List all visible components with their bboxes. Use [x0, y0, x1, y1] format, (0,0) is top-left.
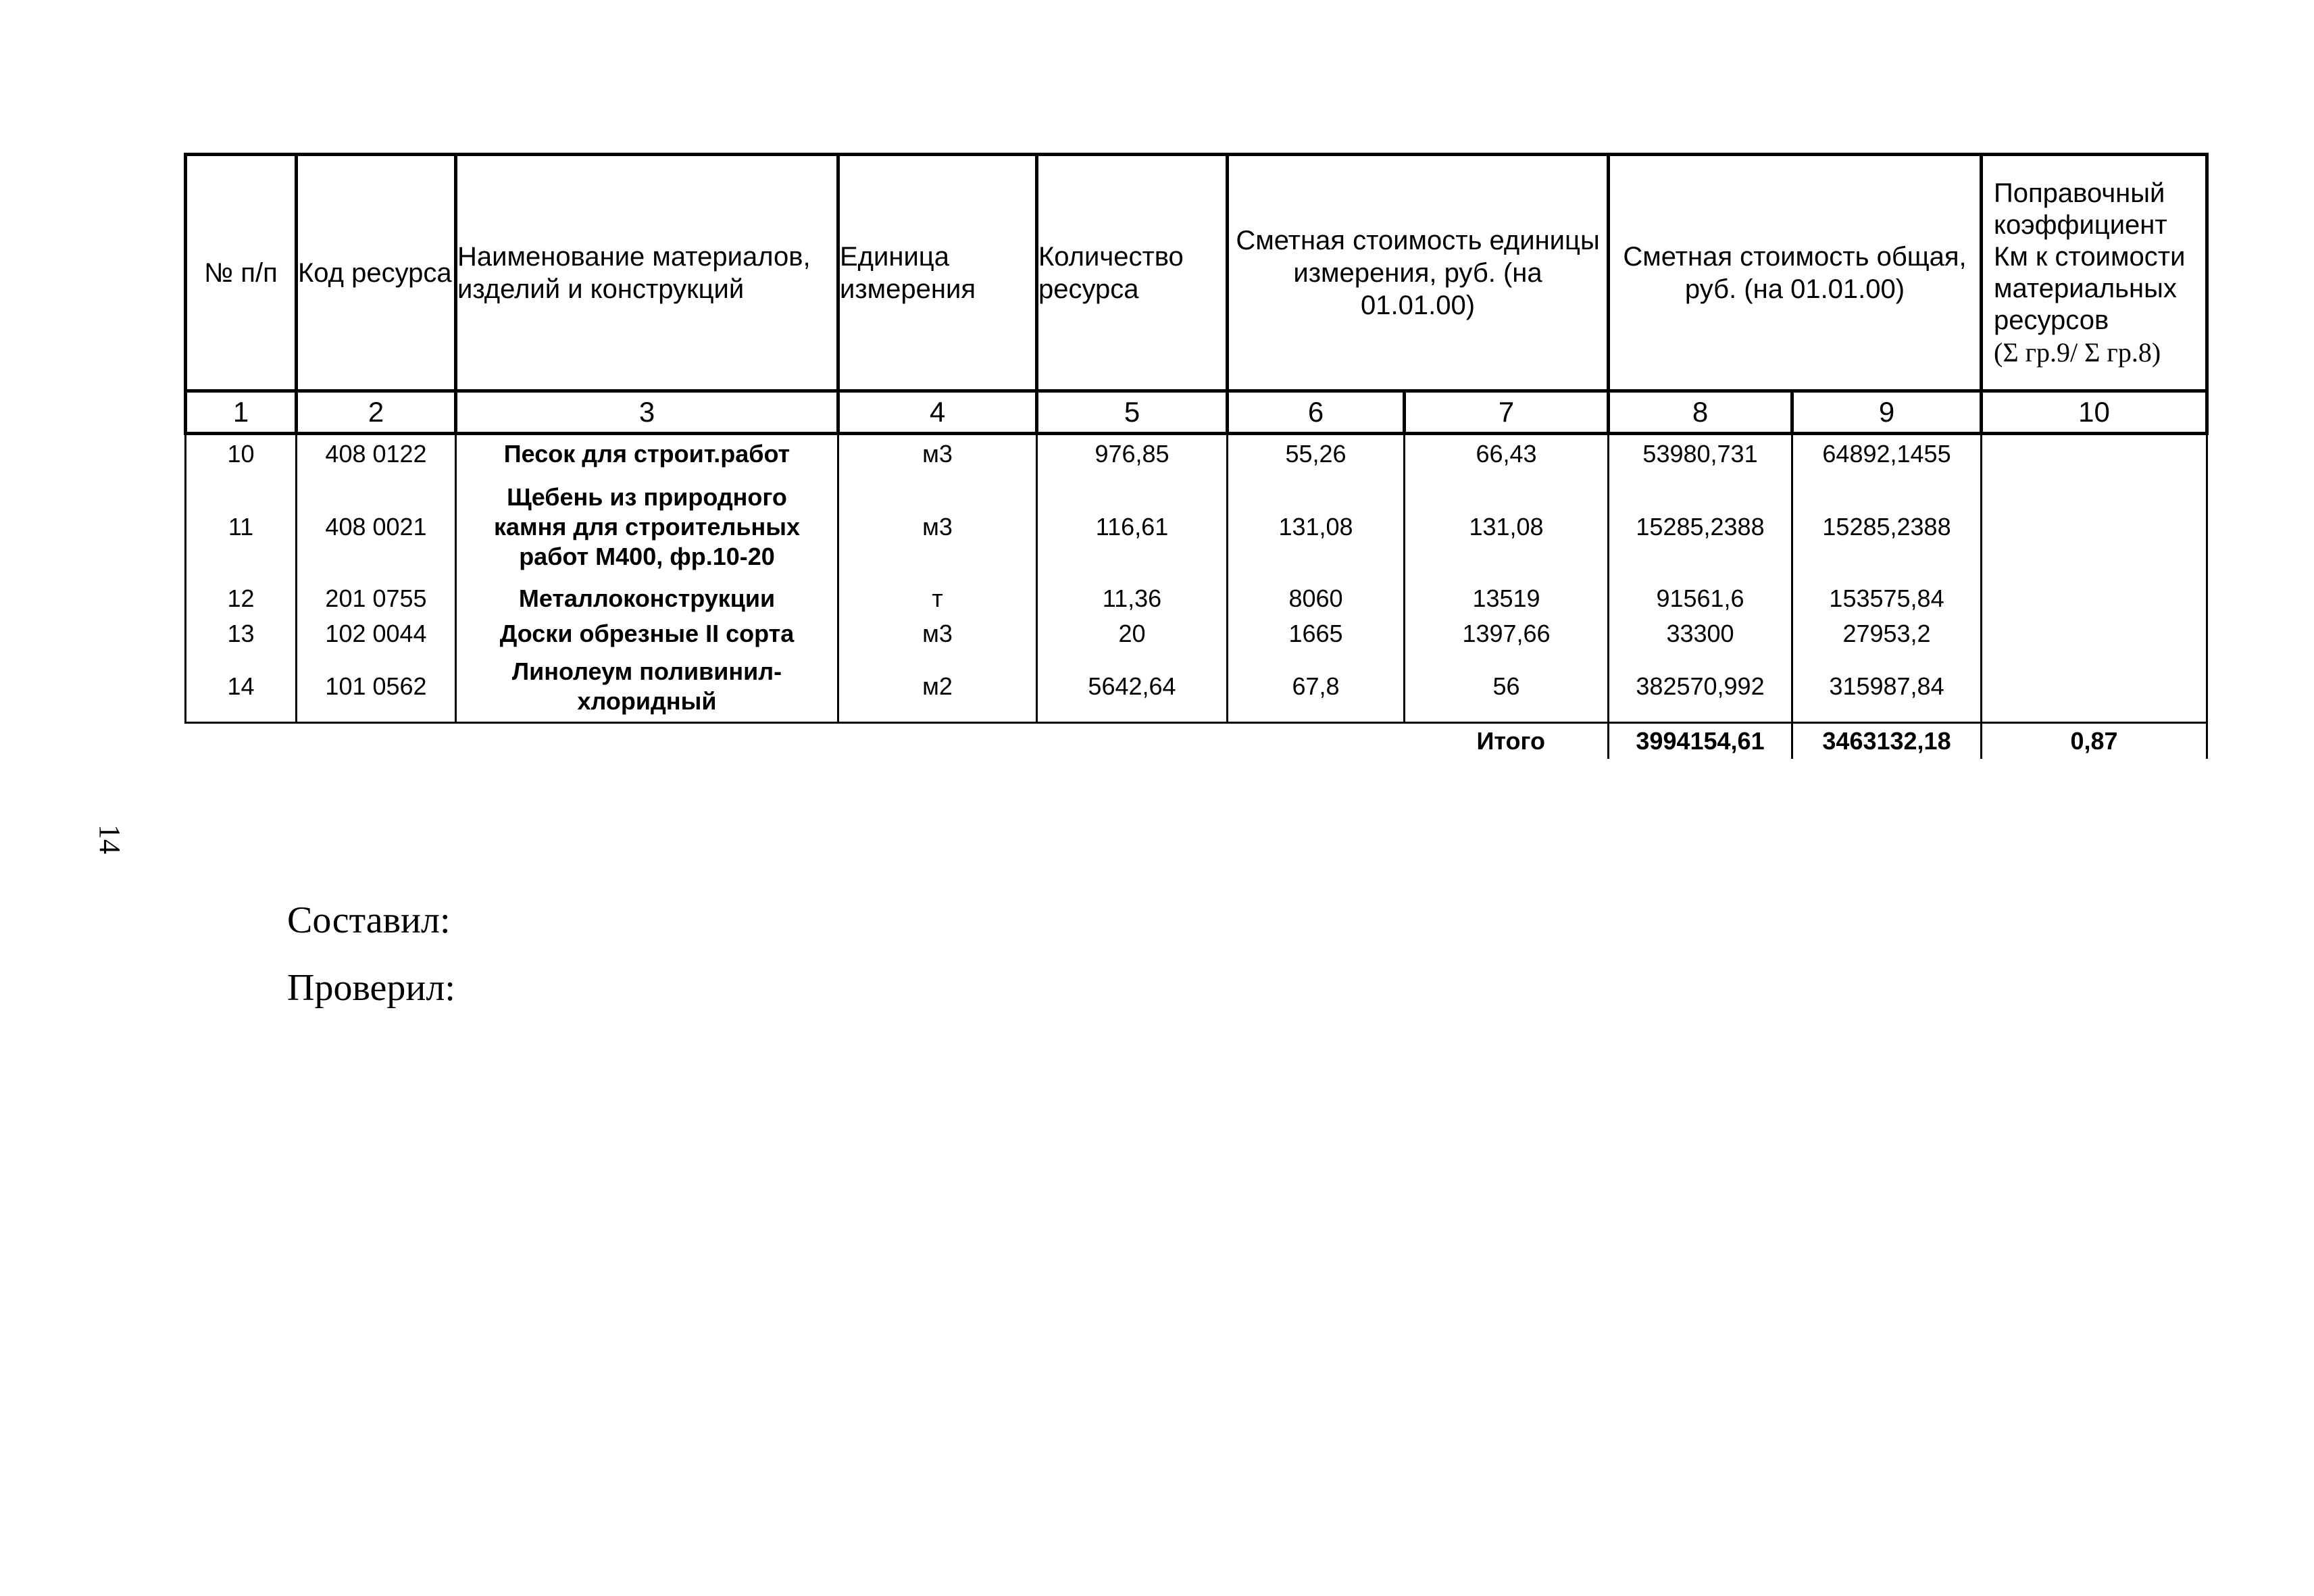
column-number: 10 [1982, 391, 2207, 434]
cell-unit: м2 [838, 651, 1037, 723]
cell-total-cost-9: 153575,84 [1792, 581, 1982, 616]
cell-no: 13 [186, 616, 297, 651]
cell-unit: м3 [838, 473, 1037, 581]
table-row [186, 473, 2207, 581]
column-number: 4 [838, 391, 1037, 434]
table-row [186, 434, 2207, 473]
cell-total-cost-9: 15285,2388 [1792, 473, 1982, 581]
cell-name: Линолеум поливинил-хлоридный [456, 651, 838, 723]
cell-quantity: 976,85 [1037, 434, 1228, 473]
cell-coefficient [1982, 434, 2207, 473]
cell-no: 10 [186, 434, 297, 473]
table-row [186, 651, 2207, 723]
cell-unit-cost-7: 131,08 [1405, 473, 1609, 581]
header-correction-coefficient [1982, 155, 2207, 391]
cell-no: 12 [186, 581, 297, 616]
cell-name: Доски обрезные II сорта [456, 616, 838, 651]
cell-unit-cost-7: 66,43 [1405, 434, 1609, 473]
cell-code: 201 0755 [297, 581, 456, 616]
cell-total-cost-8: 33300 [1609, 616, 1792, 651]
header-row [186, 155, 2207, 391]
cell-unit: м3 [838, 616, 1037, 651]
header-coefficient-formula: (Σ гр.9/ Σ гр.8) [1994, 336, 2161, 368]
cell-no: 14 [186, 651, 297, 723]
column-number: 5 [1037, 391, 1228, 434]
header-unit: Единица измерения [838, 155, 1037, 391]
cell-code: 101 0562 [297, 651, 456, 723]
header-material-name: Наименование материалов, изделий и конструкций [456, 155, 838, 391]
cell-unit-cost-6: 1665 [1228, 616, 1405, 651]
header-coefficient-text: Поправочный коэффициент Км к стоимости материальных ресурсов [1994, 178, 2186, 335]
compiled-by-label: Составил: [287, 899, 451, 941]
table-row [186, 581, 2207, 616]
total-cost-9: 3463132,18 [1792, 723, 1982, 759]
cell-name: Металлоконструкции [456, 581, 838, 616]
cell-total-cost-9: 64892,1455 [1792, 434, 1982, 473]
cell-total-cost-9: 27953,2 [1792, 616, 1982, 651]
cell-unit: т [838, 581, 1037, 616]
cell-quantity: 20 [1037, 616, 1228, 651]
header-total-cost: Сметная стоимость общая, руб. (на 01.01.00) [1609, 155, 1982, 391]
cell-no: 11 [186, 473, 297, 581]
checked-by-label: Проверил: [287, 967, 455, 1009]
cell-coefficient [1982, 616, 2207, 651]
cell-unit-cost-7: 56 [1405, 651, 1609, 723]
cell-code: 102 0044 [297, 616, 456, 651]
page-number: 14 [93, 824, 126, 854]
cell-unit: м3 [838, 434, 1037, 473]
cell-total-cost-9: 315987,84 [1792, 651, 1982, 723]
cell-unit-cost-6: 131,08 [1228, 473, 1405, 581]
column-number: 6 [1228, 391, 1405, 434]
cell-total-cost-8: 382570,992 [1609, 651, 1792, 723]
cell-code: 408 0122 [297, 434, 456, 473]
header-resource-code: Код ресурса [297, 155, 456, 391]
total-coefficient: 0,87 [1982, 723, 2207, 759]
cell-unit-cost-7: 13519 [1405, 581, 1609, 616]
cell-total-cost-8: 53980,731 [1609, 434, 1792, 473]
cell-unit-cost-6: 67,8 [1228, 651, 1405, 723]
cell-quantity: 5642,64 [1037, 651, 1228, 723]
column-number: 9 [1792, 391, 1982, 434]
cell-total-cost-8: 15285,2388 [1609, 473, 1792, 581]
cell-code: 408 0021 [297, 473, 456, 581]
cell-unit-cost-7: 1397,66 [1405, 616, 1609, 651]
material-estimate-table [184, 153, 2209, 759]
column-number-row [186, 391, 2207, 434]
table-row [186, 616, 2207, 651]
header-row-number: № п/п [186, 155, 297, 391]
column-number: 3 [456, 391, 838, 434]
cell-name: Щебень из природного камня для строительных работ М400, фр.10-20 [456, 473, 838, 581]
cell-coefficient [1982, 651, 2207, 723]
total-label: Итого [1476, 727, 1546, 755]
column-number: 8 [1609, 391, 1792, 434]
cell-coefficient [1982, 473, 2207, 581]
cell-coefficient [1982, 581, 2207, 616]
header-quantity: Количество ресурса [1037, 155, 1228, 391]
header-unit-cost: Сметная стоимость единицы измерения, руб. (на 01.01.00) [1228, 155, 1609, 391]
column-number: 2 [297, 391, 456, 434]
column-number: 7 [1405, 391, 1609, 434]
cell-unit-cost-6: 55,26 [1228, 434, 1405, 473]
cell-quantity: 11,36 [1037, 581, 1228, 616]
column-number: 1 [186, 391, 297, 434]
total-row [186, 723, 2207, 759]
cell-total-cost-8: 91561,6 [1609, 581, 1792, 616]
cell-quantity: 116,61 [1037, 473, 1228, 581]
cell-unit-cost-6: 8060 [1228, 581, 1405, 616]
estimate-table-container [184, 153, 2205, 759]
total-cost-8: 3994154,61 [1609, 723, 1792, 759]
cell-name: Песок для строит.работ [456, 434, 838, 473]
